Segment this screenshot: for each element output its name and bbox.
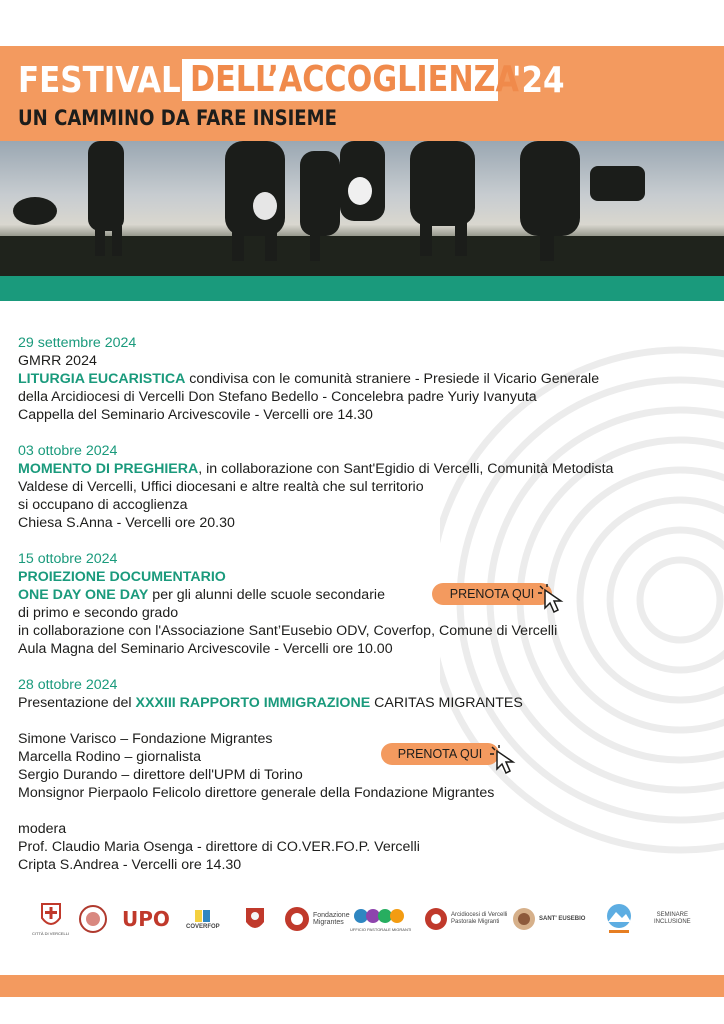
coverfop-mark-icon [193,908,213,924]
title-accoglienza: DELL’ACCOGLIENZA [190,59,519,100]
speaker: Monsignor Pierpaolo Felicolo direttore generale della Fondazione Migrantes [18,785,495,801]
event-text: per gli alunni delle scuole secondarie [148,587,385,603]
logo-text: Arcidiocesi di Vercelli [451,912,508,918]
event-location: Chiesa S.Anna - Vercelli ore 20.30 [18,515,235,531]
event-2 [18,442,718,532]
moderator: Prof. Claudio Maria Osenga - direttore di CO.VER.FO.P. Vercelli [18,839,420,855]
click-cursor-icon [488,745,524,781]
program-content [18,334,718,874]
prenota-button-documentario[interactable]: PRENOTA QUI [432,583,552,605]
logo-text: Migrantes [313,919,344,926]
event-date: 29 settembre 2024 [18,335,137,351]
event-text: Presentazione del [18,695,136,711]
event-text: condivisa con le comunità straniere - Presiede il Vicario Generale [185,371,600,387]
event-line: di primo e secondo grado [18,605,179,621]
seal-icon [78,904,108,934]
event-highlight: LITURGIA EUCARISTICA [18,371,186,387]
event-date: 28 ottobre 2024 [18,677,118,693]
event-line: della Arcidiocesi di Vercelli Don Stefano Bedello - Concelebra padre Yuriy Ivanyuta [18,389,537,405]
logo-text: INCLUSIONE [654,919,691,925]
logo-text: CITTÀ DI VERCELLI [32,930,70,936]
logo-sant-eusebio [512,897,585,941]
event-date: 03 ottobre 2024 [18,443,118,459]
festival-title [18,58,573,102]
logo-coverfop [186,897,220,941]
event-line [18,586,718,604]
logo-crest-red [244,897,266,941]
coat-of-arms-icon [244,904,266,934]
event-highlight: XXXIII RAPPORTO IMMIGRAZIONE [135,695,371,711]
logo-ufficio-migranti [350,897,411,941]
header-banner [0,46,724,141]
header-photo-migrants [0,141,724,276]
silhouettes-image [0,141,724,276]
event-line [18,694,718,712]
event-line: in collaborazione con l'Associazione Sant’Eusebio ODV, Coverfop, Comune di Vercelli [18,623,558,639]
logo-text: UPO [122,907,170,931]
event-line [18,370,718,388]
logo-mountain [604,897,634,941]
event-line: Valdese di Vercelli, Uffici diocesani e altre realtà che sul territorio [18,479,424,495]
fondazione-icon [284,906,310,932]
click-cursor-icon [536,584,572,620]
title-year: '24 [512,59,565,101]
prenota-button-rapporto[interactable]: PRENOTA QUI [381,743,499,765]
crest-icon [40,902,62,930]
logo-seminare-inclusione [654,897,691,941]
logo-upo [122,897,170,941]
event-line: si occupano di accoglienza [18,497,188,513]
logo-text: Fondazione [313,912,350,919]
event-1 [18,334,718,424]
title-festival: FESTIVAL [18,59,181,101]
logo-text: COVERFOP [186,923,220,930]
eusebio-icon [512,907,536,931]
logo-text: SEMINARE [656,912,689,918]
event-4 [18,676,718,874]
logo-arcidiocesi [424,897,507,941]
mountain-icon [604,902,634,936]
event-highlight-title: ONE DAY ONE DAY [18,587,149,603]
event-date: 15 ottobre 2024 [18,551,118,567]
event-location: Cappella del Seminario Arcivescovile - Vercelli ore 14.30 [18,407,373,423]
event-location: Cripta S.Andrea - Vercelli ore 14.30 [18,857,242,873]
arcidiocesi-icon [424,907,448,931]
speaker: Marcella Rodino – giornalista [18,749,201,765]
speaker: Sergio Durando – direttore dell'UPM di Torino [18,767,303,783]
partner-logos [0,897,724,941]
title-accoglienza-box [182,59,519,101]
logo-text: SANT' EUSEBIO [539,915,586,922]
speaker: Simone Varisco – Fondazione Migrantes [18,731,273,747]
event-text: , in collaborazione con Sant'Egidio di Vercelli, Comunità Metodista [198,461,614,477]
logo-text: Pastorale Migranti [451,919,500,925]
subtitle: UN CAMMINO DA FARE INSIEME [18,106,337,130]
moderator-label: modera [18,821,67,837]
logo-fondazione-migrantes [284,897,350,941]
event-location: Aula Magna del Seminario Arcivescovile - Vercelli ore 10.00 [18,641,393,657]
event-line [18,460,718,478]
event-line: GMRR 2024 [18,353,97,369]
people-icon [351,906,411,926]
event-3 [18,550,718,658]
logo-circle-red [78,897,108,941]
event-highlight: MOMENTO DI PREGHIERA [18,461,199,477]
logo-text: UFFICIO PASTORALE MIGRANTI [350,926,412,932]
footer-band [0,975,724,997]
event-text: CARITAS MIGRANTES [370,695,523,711]
event-highlight: PROIEZIONE DOCUMENTARIO [18,569,226,585]
logo-comune-vercelli [32,897,69,941]
